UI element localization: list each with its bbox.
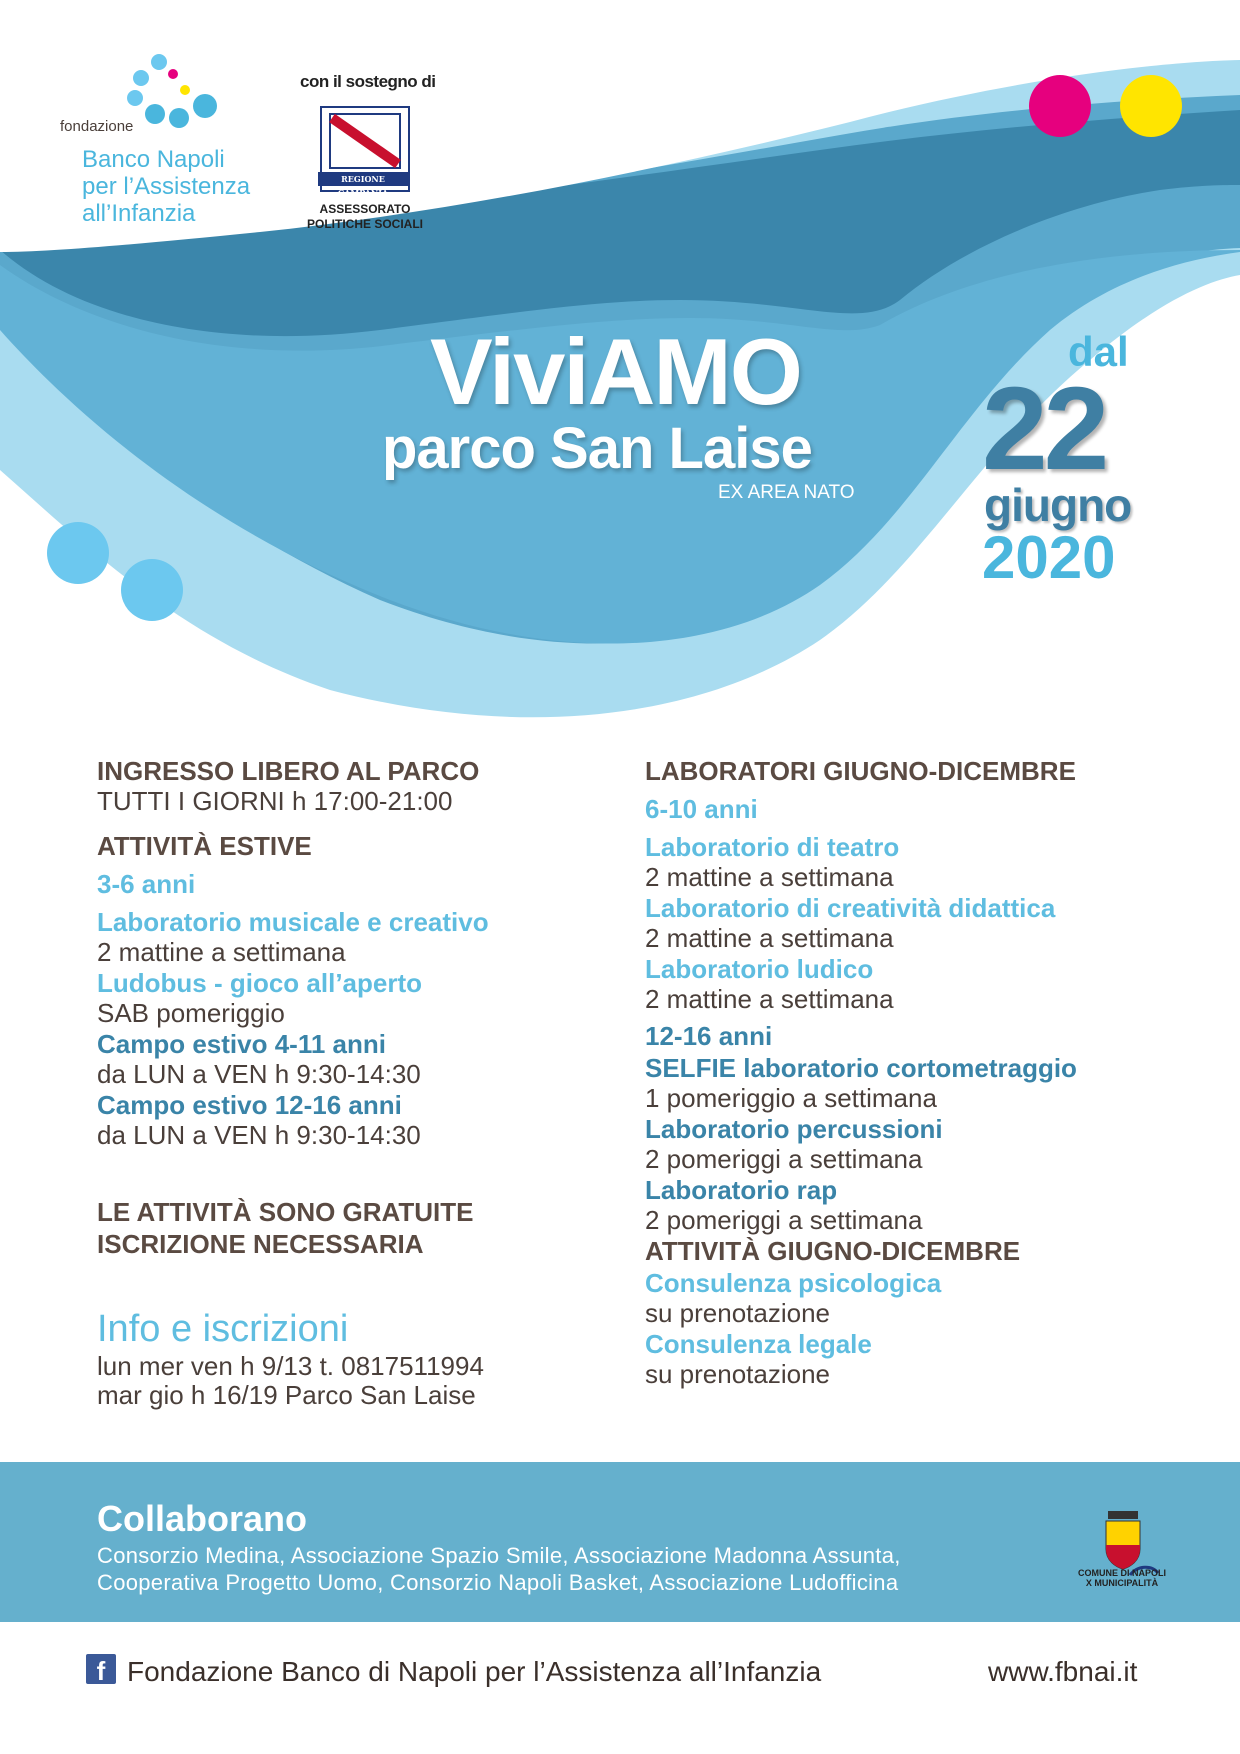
collaborano-title: Collaborano — [97, 1498, 308, 1539]
info-line-1: lun mer ven h 9/13 t. 0817511994 — [97, 1351, 484, 1381]
lab-percussioni-when: 2 pomeriggi a settimana — [645, 1144, 923, 1174]
fondazione-logo-icon — [125, 52, 225, 132]
consulenza-psicologica: Consulenza psicologica — [645, 1268, 942, 1298]
lab-teatro: Laboratorio di teatro — [645, 832, 900, 862]
lab-ludico-when: 2 mattine a settimana — [645, 984, 894, 1014]
attivita-heading: ATTIVITÀ GIUGNO-DICEMBRE — [645, 1236, 1021, 1266]
lab-musicale-when: 2 mattine a settimana — [97, 937, 346, 967]
lab-rap-when: 2 pomeriggi a settimana — [645, 1205, 923, 1235]
ingresso-hours: TUTTI I GIORNI h 17:00-21:00 — [97, 786, 453, 816]
lab-teatro-when: 2 mattine a settimana — [645, 862, 894, 892]
consulenza-legale-when: su prenotazione — [645, 1359, 831, 1389]
lab-ludico: Laboratorio ludico — [645, 954, 874, 984]
lab-creativita: Laboratorio di creatività didattica — [645, 893, 1056, 923]
campo-estivo-1-when: da LUN a VEN h 9:30-14:30 — [97, 1059, 421, 1089]
lab-rap: Laboratorio rap — [645, 1175, 838, 1205]
blue-dot-2 — [121, 559, 183, 621]
campo-estivo-2-when: da LUN a VEN h 9:30-14:30 — [97, 1120, 421, 1150]
estive-heading: ATTIVITÀ ESTIVE — [97, 831, 312, 861]
event-subtitle: parco San Laise — [382, 416, 812, 481]
lab-creativita-when: 2 mattine a settimana — [645, 923, 894, 953]
event-title: ViviAMO — [430, 319, 801, 424]
gratuite-notice: LE ATTIVITÀ SONO GRATUITE — [97, 1197, 474, 1227]
left-column — [97, 755, 617, 1410]
campo-estivo-1: Campo estivo 4-11 anni — [97, 1029, 386, 1059]
info-title: Info e iscrizioni — [97, 1308, 349, 1350]
assessorato-label: ASSESSORATO POLITICHE SOCIALI — [306, 202, 423, 231]
age-3-6: 3-6 anni — [97, 869, 196, 899]
regione-shield-icon — [322, 108, 408, 174]
sostegno-label: con il sostegno di — [300, 72, 436, 91]
collaborano-list: Consorzio Medina, Associazione Spazio Smile, Associazione Madonna Assunta, Cooperativa Progetto Uomo, Consorzio Napoli Basket, Associazione Ludofficina — [97, 1543, 901, 1595]
event-note: EX AREA NATO — [718, 482, 855, 503]
date-dal: dal — [1068, 328, 1129, 375]
fondazione-small-label: fondazione — [60, 118, 134, 135]
age-6-10: 6-10 anni — [645, 794, 758, 824]
lab-selfie: SELFIE laboratorio cortometraggio — [645, 1053, 1077, 1083]
consulenza-legale: Consulenza legale — [645, 1329, 872, 1359]
regione-label: REGIONE CAMPANIA — [318, 172, 408, 186]
ludobus: Ludobus - gioco all’aperto — [97, 968, 422, 998]
date-day: 22 — [982, 363, 1106, 495]
lab-musicale: Laboratorio musicale e creativo — [97, 907, 489, 937]
date-year: 2020 — [982, 524, 1116, 591]
comune-label: COMUNE DI NAPOLI X MUNICIPALITÀ — [1077, 1568, 1166, 1588]
laboratori-heading: LABORATORI GIUGNO-DICEMBRE — [645, 756, 1076, 786]
facebook-icon[interactable]: f — [86, 1654, 116, 1684]
footer-website-link[interactable]: www.fbnai.it — [988, 1656, 1138, 1687]
magenta-dot — [1029, 75, 1091, 137]
consulenza-psicologica-when: su prenotazione — [645, 1298, 831, 1328]
info-line-2: mar gio h 16/19 Parco San Laise — [97, 1380, 476, 1410]
blue-dot-1 — [47, 522, 109, 584]
age-12-16: 12-16 anni — [645, 1021, 773, 1051]
yellow-dot — [1120, 75, 1182, 137]
iscrizione-notice: ISCRIZIONE NECESSARIA — [97, 1229, 424, 1259]
ludobus-when: SAB pomeriggio — [97, 998, 285, 1028]
lab-selfie-when: 1 pomeriggio a settimana — [645, 1083, 937, 1113]
lab-percussioni: Laboratorio percussioni — [645, 1114, 943, 1144]
campo-estivo-2: Campo estivo 12-16 anni — [97, 1090, 402, 1120]
footer-organization-name: Fondazione Banco di Napoli per l’Assistenza all’Infanzia — [127, 1656, 822, 1687]
ingresso-heading: INGRESSO LIBERO AL PARCO — [97, 756, 480, 786]
right-column — [645, 755, 1185, 1389]
fondazione-name: Banco Napoli per l’Assistenza all’Infanzia — [82, 146, 251, 227]
date-month: giugno — [984, 479, 1132, 531]
